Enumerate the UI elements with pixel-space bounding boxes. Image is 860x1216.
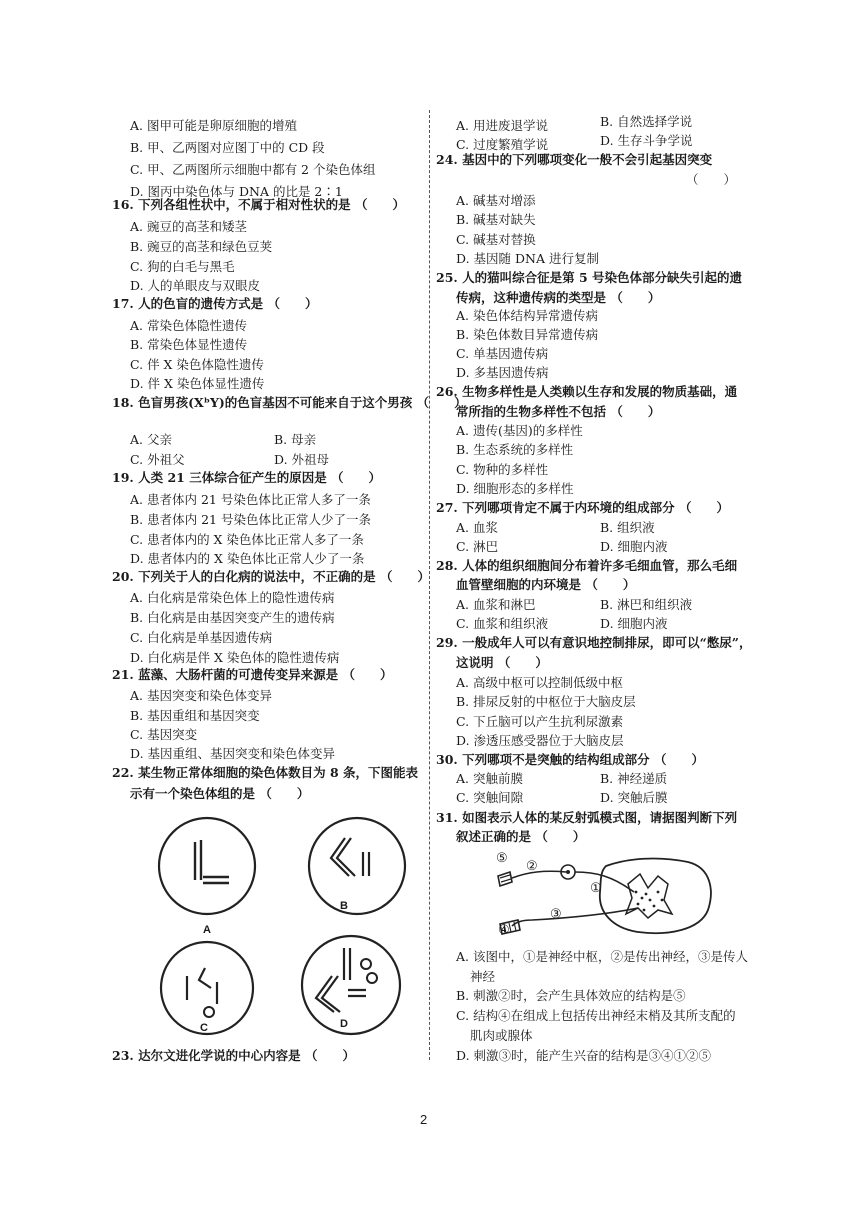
answer-option: C. 淋巴 <box>456 539 499 554</box>
answer-option: C. 白化病是单基因遗传病 <box>130 630 273 645</box>
page-number: 2 <box>420 1112 428 1127</box>
answer-option: B. 排尿反射的中枢位于大脑皮层 <box>456 694 636 709</box>
answer-option: C. 结构④在组成上包括传出神经末梢及其所支配的 <box>456 1008 736 1023</box>
answer-option: D. 生存斗争学说 <box>600 133 693 148</box>
answer-option: D. 渗透压感受器位于大脑皮层 <box>456 733 624 748</box>
answer-option: B. 患者体内 21 号染色体比正常人少了一条 <box>130 512 371 527</box>
diagram-label-a: A <box>203 924 211 936</box>
answer-option: A. 该图中，①是神经中枢，②是传出神经，③是传人 <box>456 949 748 964</box>
diagram-label-d: D <box>340 1018 348 1030</box>
answer-option: D. 伴 X 染色体显性遗传 <box>130 376 265 391</box>
answer-option: C. 基因突变 <box>130 727 198 742</box>
answer-option: B. 白化病是由基因突变产生的遗传病 <box>130 610 335 625</box>
answer-option: A. 血浆 <box>456 520 498 535</box>
column-divider <box>429 110 430 1060</box>
answer-option: 肌肉或腺体 <box>470 1028 533 1043</box>
answer-option: A. 白化病是常染色体上的隐性遗传病 <box>130 590 335 605</box>
answer-option: B. 母亲 <box>274 432 317 447</box>
answer-option: A. 染色体结构异常遗传病 <box>456 308 598 323</box>
reflex-label-1: ① <box>590 880 602 895</box>
answer-option: C. 伴 X 染色体隐性遗传 <box>130 357 264 372</box>
question-text: 18. 色盲男孩(XᵇY)的色盲基因不可能来自于这个男孩 （ ） <box>112 395 467 410</box>
question-text: 21. 蓝藻、大肠杆菌的可遗传变异来源是 （ ） <box>112 667 393 682</box>
answer-option: B. 豌豆的高茎和绿色豆荚 <box>130 239 273 254</box>
answer-option: B. 甲、乙两图对应图丁中的 CD 段 <box>130 140 325 155</box>
chromosome-diagram-d <box>298 932 404 1038</box>
reflex-label-5: ⑤ <box>496 850 508 865</box>
answer-option: B. 组织液 <box>600 520 655 535</box>
answer-option: A. 患者体内 21 号染色体比正常人多了一条 <box>130 492 371 507</box>
answer-option: （ ） <box>686 172 737 187</box>
chromosome-diagram-a <box>155 814 259 918</box>
answer-option: A. 父亲 <box>130 432 172 447</box>
question-text: 16. 下列各组性状中，不属于相对性状的是 （ ） <box>112 197 405 212</box>
reflex-label-2: ② <box>526 858 538 873</box>
answer-option: C. 物种的多样性 <box>456 462 549 477</box>
question-text: 血管壁细胞的内环境是 （ ） <box>456 577 636 592</box>
answer-option: D. 刺激③时，能产生兴奋的结构是③④①②⑤ <box>456 1048 712 1063</box>
answer-option: D. 患者体内的 X 染色体比正常人少了一条 <box>130 551 365 566</box>
answer-option: B. 淋巴和组织液 <box>600 597 693 612</box>
answer-option: B. 染色体数目异常遗传病 <box>456 327 599 342</box>
answer-option: A. 图甲可能是卵原细胞的增殖 <box>130 118 297 133</box>
answer-option: A. 豌豆的高茎和矮茎 <box>130 219 247 234</box>
answer-option: A. 用进废退学说 <box>456 118 548 133</box>
question-text: 28. 人体的组织细胞间分布着许多毛细血管，那么毛细 <box>436 558 738 573</box>
answer-option: C. 血浆和组织液 <box>456 616 549 631</box>
answer-option: D. 基因重组、基因突变和染色体变异 <box>130 746 336 761</box>
answer-option: D. 细胞内液 <box>600 539 668 554</box>
answer-option: D. 外祖母 <box>274 452 330 467</box>
answer-option: A. 遗传(基因)的多样性 <box>456 423 583 438</box>
answer-option: D. 多基因遗传病 <box>456 365 549 380</box>
question-text: 30. 下列哪项不是突触的结构组成部分 （ ） <box>436 752 704 767</box>
question-text: 传病，这种遗传病的类型是 （ ） <box>456 290 661 305</box>
answer-option: C. 狗的白毛与黑毛 <box>130 259 235 274</box>
answer-option: B. 神经递质 <box>600 771 668 786</box>
reflex-label-4: ④ <box>498 922 510 937</box>
answer-option: D. 细胞形态的多样性 <box>456 481 574 496</box>
answer-option: C. 患者体内的 X 染色体比正常人多了一条 <box>130 532 364 547</box>
answer-option: D. 突触后膜 <box>600 790 668 805</box>
answer-option: D. 图丙中染色体与 DNA 的比是 2∶1 <box>130 184 343 199</box>
question-text: 17. 人的色盲的遗传方式是 （ ） <box>112 296 318 311</box>
question-text: 29. 一般成年人可以有意识地控制排尿，即可以“憋尿”， <box>436 635 752 650</box>
diagram-label-c: C <box>200 1022 208 1034</box>
chromosome-diagram-b <box>305 814 409 918</box>
answer-option: B. 碱基对缺失 <box>456 212 536 227</box>
question-text: 22. 某生物正常体细胞的染色体数目为 8 条，下图能表 <box>112 765 419 780</box>
question-text: 23. 达尔文进化学说的中心内容是 （ ） <box>112 1048 355 1063</box>
question-text: 26. 生物多样性是人类赖以生存和发展的物质基础，通 <box>436 384 738 399</box>
question-text: 这说明 （ ） <box>456 655 548 670</box>
answer-option: 神经 <box>470 969 496 984</box>
question-text: 20. 下列关于人的白化病的说法中，不正确的是 （ ） <box>112 569 430 584</box>
answer-option: B. 刺激②时，会产生具体效应的结构是⑤ <box>456 988 686 1003</box>
answer-option: C. 碱基对替换 <box>456 232 536 247</box>
question-text: 常所指的生物多样性不包括 （ ） <box>456 404 661 419</box>
answer-option: B. 常染色体显性遗传 <box>130 337 248 352</box>
answer-option: A. 基因突变和染色体变异 <box>130 688 272 703</box>
question-text: 25. 人的猫叫综合征是第 5 号染色体部分缺失引起的遗 <box>436 270 743 285</box>
answer-option: D. 白化病是伴 X 染色体的隐性遗传病 <box>130 650 340 665</box>
question-text: 27. 下列哪项肯定不属于内环境的组成部分 （ ） <box>436 500 729 515</box>
reflex-label-3: ③ <box>550 906 562 921</box>
question-text: 叙述正确的是 （ ） <box>456 829 586 844</box>
answer-option: C. 下丘脑可以产生抗利尿激素 <box>456 714 624 729</box>
answer-option: A. 血浆和淋巴 <box>456 597 536 612</box>
question-text: 19. 人类 21 三体综合征产生的原因是 （ ） <box>112 470 382 485</box>
answer-option: A. 碱基对增添 <box>456 193 536 208</box>
answer-option: B. 基因重组和基因突变 <box>130 708 260 723</box>
question-text: 24. 基因中的下列哪项变化一般不会引起基因突变 <box>436 152 713 167</box>
answer-option: D. 人的单眼皮与双眼皮 <box>130 278 261 293</box>
diagram-label-b: B <box>340 900 348 912</box>
answer-option: C. 单基因遗传病 <box>456 346 549 361</box>
answer-option: B. 生态系统的多样性 <box>456 442 574 457</box>
question-text: 示有一个染色体组的是 （ ） <box>130 786 310 801</box>
answer-option: B. 自然选择学说 <box>600 114 693 129</box>
answer-option: C. 过度繁殖学说 <box>456 137 549 152</box>
answer-option: A. 突触前膜 <box>456 771 523 786</box>
answer-option: C. 外祖父 <box>130 452 185 467</box>
answer-option: C. 甲、乙两图所示细胞中都有 2 个染色体组 <box>130 162 376 177</box>
answer-option: A. 常染色体隐性遗传 <box>130 318 247 333</box>
reflex-arc-diagram <box>488 848 720 944</box>
answer-option: C. 突触间隙 <box>456 790 524 805</box>
answer-option: A. 高级中枢可以控制低级中枢 <box>456 675 623 690</box>
answer-option: D. 基因随 DNA 进行复制 <box>456 251 599 266</box>
question-text: 31. 如图表示人体的某反射弧模式图，请据图判断下列 <box>436 810 738 825</box>
answer-option: D. 细胞内液 <box>600 616 668 631</box>
